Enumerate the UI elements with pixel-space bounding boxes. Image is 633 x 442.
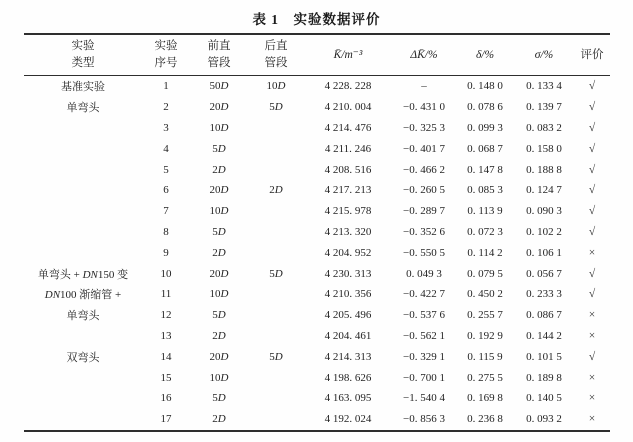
cell-exp-no: 15 <box>160 371 172 384</box>
cell-exp-type <box>24 201 142 222</box>
cell-exp-no: 12 <box>160 309 172 322</box>
cell-sigma: 0. 233 3 <box>526 288 562 301</box>
cell-front-pipe: 5D <box>212 392 226 405</box>
cell-exp-type: 单弯头 <box>66 102 100 115</box>
cell-exp-no: 5 <box>163 163 169 176</box>
cell-sigma: 0. 124 7 <box>526 184 562 197</box>
cell-evaluation: √ <box>588 205 596 218</box>
cell-front-pipe: 5D <box>212 142 226 155</box>
cell-front-pipe: 2D <box>212 413 226 426</box>
cell-delta: 0. 068 7 <box>467 142 503 155</box>
cell-kbar: 4 213. 320 <box>324 225 372 238</box>
cell-sigma: 0. 106 1 <box>526 246 562 259</box>
cell-rear-pipe <box>248 305 304 326</box>
cell-exp-type: DN100 渐缩管 + <box>44 289 122 302</box>
cell-rear-pipe <box>248 388 304 409</box>
cell-evaluation: × <box>588 246 596 259</box>
cell-exp-type <box>24 242 142 263</box>
cell-sigma: 0. 090 3 <box>526 205 562 218</box>
table-row <box>24 180 610 201</box>
cell-kbar: 4 215. 978 <box>324 205 372 218</box>
cell-exp-no: 3 <box>163 121 169 134</box>
cell-delta-kbar: −0. 325 3 <box>403 121 445 134</box>
cell-exp-no: 10 <box>160 267 172 280</box>
col-header-delta-kbar <box>392 34 456 76</box>
cell-evaluation: √ <box>588 184 596 197</box>
cell-delta: 0. 147 8 <box>467 163 503 176</box>
col-header-exp-no <box>142 34 190 76</box>
cell-sigma: 0. 139 7 <box>526 101 562 114</box>
table-body <box>24 76 610 431</box>
cell-evaluation: √ <box>588 225 596 238</box>
header-row <box>24 34 610 76</box>
cell-delta-kbar: −0. 431 0 <box>403 101 445 114</box>
col-header-evaluation <box>574 34 610 76</box>
cell-kbar: 4 198. 626 <box>324 371 372 384</box>
cell-front-pipe: 10D <box>209 371 229 384</box>
cell-rear-pipe <box>248 326 304 347</box>
cell-delta-kbar: −0. 562 1 <box>403 329 445 342</box>
cell-evaluation: × <box>588 371 596 384</box>
cell-evaluation: √ <box>588 163 596 176</box>
table-row <box>24 201 610 222</box>
table-row <box>24 242 610 263</box>
cell-evaluation: × <box>588 392 596 405</box>
cell-delta-kbar: 0. 049 3 <box>406 267 442 280</box>
table-row <box>24 159 610 180</box>
table-row <box>24 138 610 159</box>
cell-delta-kbar: −0. 700 1 <box>403 371 445 384</box>
header-line: ΔK̄/% <box>410 48 438 61</box>
table-caption <box>0 8 633 28</box>
cell-exp-no: 7 <box>163 205 169 218</box>
cell-sigma: 0. 144 2 <box>526 329 562 342</box>
cell-exp-no: 11 <box>160 288 172 301</box>
cell-delta-kbar: −0. 550 5 <box>403 246 445 259</box>
header-line: 实验 <box>154 40 178 52</box>
cell-delta-kbar: −0. 329 1 <box>403 350 445 363</box>
table-header <box>24 34 610 76</box>
cell-kbar: 4 211. 246 <box>324 142 372 155</box>
cell-evaluation: × <box>588 413 596 426</box>
cell-delta-kbar: – <box>421 80 427 93</box>
cell-sigma: 0. 056 7 <box>526 267 562 280</box>
cell-kbar: 4 214. 476 <box>324 121 372 134</box>
cell-rear-pipe <box>248 222 304 243</box>
cell-delta-kbar: −0. 352 6 <box>403 225 445 238</box>
header-line: 序号 <box>154 57 178 69</box>
cell-rear-pipe <box>248 201 304 222</box>
cell-evaluation: √ <box>588 142 596 155</box>
cell-exp-no: 16 <box>160 392 172 405</box>
cell-exp-type <box>24 138 142 159</box>
cell-front-pipe: 50D <box>209 80 229 93</box>
table-row <box>24 388 610 409</box>
cell-kbar: 4 205. 496 <box>324 309 372 322</box>
cell-exp-no: 1 <box>163 80 169 93</box>
cell-exp-type: 单弯头 + DN150 变 <box>37 268 129 281</box>
table-row <box>24 222 610 243</box>
cell-front-pipe: 20D <box>209 184 229 197</box>
cell-sigma: 0. 083 2 <box>526 121 562 134</box>
cell-exp-type <box>24 367 142 388</box>
cell-delta: 0. 078 6 <box>467 101 503 114</box>
cell-evaluation: × <box>588 329 596 342</box>
table-row <box>24 97 610 118</box>
cell-front-pipe: 2D <box>212 163 226 176</box>
header-line: 管段 <box>207 57 231 69</box>
cell-front-pipe: 20D <box>209 350 229 363</box>
cell-rear-pipe <box>248 138 304 159</box>
cell-delta: 0. 072 3 <box>467 225 503 238</box>
table-row <box>24 346 610 367</box>
cell-rear-pipe <box>248 409 304 431</box>
cell-exp-type <box>24 326 142 347</box>
cell-evaluation: √ <box>588 288 596 301</box>
cell-rear-pipe <box>248 284 304 305</box>
cell-sigma: 0. 158 0 <box>526 142 562 155</box>
cell-sigma: 0. 133 4 <box>526 80 562 93</box>
cell-kbar: 4 214. 313 <box>324 350 372 363</box>
cell-exp-type: 单弯头 <box>66 310 100 323</box>
table-row <box>24 409 610 431</box>
header-line: 后直 <box>264 40 288 52</box>
cell-delta: 0. 099 3 <box>467 121 503 134</box>
header-line: 管段 <box>264 57 288 69</box>
col-header-kbar <box>304 34 392 76</box>
cell-sigma: 0. 086 7 <box>526 309 562 322</box>
cell-sigma: 0. 093 2 <box>526 413 562 426</box>
cell-kbar: 4 204. 461 <box>324 329 372 342</box>
header-line: 前直 <box>207 40 231 52</box>
cell-exp-no: 4 <box>163 142 169 155</box>
cell-delta: 0. 192 9 <box>467 329 503 342</box>
cell-kbar: 4 210. 356 <box>324 288 372 301</box>
cell-delta-kbar: −0. 289 7 <box>403 205 445 218</box>
cell-rear-pipe <box>248 242 304 263</box>
cell-exp-no: 14 <box>160 350 172 363</box>
cell-front-pipe: 20D <box>209 101 229 114</box>
table-caption-text: 表 1 实验数据评价 <box>252 12 381 27</box>
cell-delta-kbar: −0. 856 3 <box>403 413 445 426</box>
cell-evaluation: √ <box>588 121 596 134</box>
cell-sigma: 0. 140 5 <box>526 392 562 405</box>
cell-kbar: 4 230. 313 <box>324 267 372 280</box>
col-header-exp-type <box>24 34 142 76</box>
header-line: 实验 <box>71 40 95 52</box>
cell-delta-kbar: −0. 422 7 <box>403 288 445 301</box>
table-row <box>24 118 610 139</box>
cell-delta-kbar: −0. 466 2 <box>403 163 445 176</box>
table-row <box>24 367 610 388</box>
cell-delta-kbar: −0. 260 5 <box>403 184 445 197</box>
cell-front-pipe: 2D <box>212 246 226 259</box>
cell-kbar: 4 228. 228 <box>324 80 372 93</box>
cell-sigma: 0. 188 8 <box>526 163 562 176</box>
cell-sigma: 0. 101 5 <box>526 350 562 363</box>
header-line: δ/% <box>475 48 495 61</box>
col-header-sigma <box>514 34 574 76</box>
cell-delta: 0. 079 5 <box>467 267 503 280</box>
cell-front-pipe: 20D <box>209 267 229 280</box>
table-row <box>24 284 610 305</box>
cell-kbar: 4 210. 004 <box>324 101 372 114</box>
cell-kbar: 4 217. 213 <box>324 184 372 197</box>
col-header-rear-pipe <box>248 34 304 76</box>
table-row <box>24 305 610 326</box>
cell-front-pipe: 10D <box>209 288 229 301</box>
cell-rear-pipe <box>248 118 304 139</box>
header-line: K̄/m⁻³ <box>333 48 363 61</box>
cell-evaluation: √ <box>588 350 596 363</box>
cell-rear-pipe: 5D <box>269 350 283 363</box>
cell-evaluation: √ <box>588 101 596 114</box>
cell-delta: 0. 113 9 <box>467 205 503 218</box>
cell-rear-pipe: 10D <box>266 80 286 93</box>
cell-exp-no: 2 <box>163 101 169 114</box>
cell-delta: 0. 148 0 <box>467 80 503 93</box>
cell-kbar: 4 163. 095 <box>324 392 372 405</box>
cell-delta: 0. 255 7 <box>467 309 503 322</box>
cell-delta: 0. 450 2 <box>467 288 503 301</box>
cell-exp-no: 9 <box>163 246 169 259</box>
cell-front-pipe: 5D <box>212 309 226 322</box>
cell-rear-pipe: 2D <box>269 184 283 197</box>
cell-rear-pipe: 5D <box>269 101 283 114</box>
cell-delta-kbar: −0. 401 7 <box>403 142 445 155</box>
table-row <box>24 76 610 97</box>
cell-evaluation: × <box>588 309 596 322</box>
header-line: 类型 <box>71 57 95 69</box>
cell-exp-type: 基准实验 <box>61 81 105 94</box>
cell-sigma: 0. 102 2 <box>526 225 562 238</box>
cell-delta-kbar: −0. 537 6 <box>403 309 445 322</box>
cell-evaluation: √ <box>588 80 596 93</box>
cell-exp-type <box>24 159 142 180</box>
experiment-data-table <box>24 33 610 432</box>
cell-front-pipe: 5D <box>212 225 226 238</box>
cell-exp-no: 8 <box>163 225 169 238</box>
cell-front-pipe: 10D <box>209 205 229 218</box>
cell-front-pipe: 10D <box>209 121 229 134</box>
header-line: 评价 <box>580 48 604 61</box>
col-header-delta <box>456 34 514 76</box>
cell-exp-type <box>24 222 142 243</box>
cell-rear-pipe <box>248 159 304 180</box>
cell-delta: 0. 236 8 <box>467 413 503 426</box>
cell-exp-type <box>24 409 142 431</box>
cell-exp-type <box>24 118 142 139</box>
table-row <box>24 263 610 284</box>
cell-exp-type <box>24 180 142 201</box>
cell-exp-no: 17 <box>160 413 172 426</box>
cell-kbar: 4 208. 516 <box>324 163 372 176</box>
table-row <box>24 326 610 347</box>
cell-evaluation: √ <box>588 267 596 280</box>
cell-kbar: 4 204. 952 <box>324 246 372 259</box>
cell-delta: 0. 114 2 <box>467 246 503 259</box>
cell-rear-pipe: 5D <box>269 267 283 280</box>
cell-front-pipe: 2D <box>212 329 226 342</box>
header-line: σ/% <box>534 48 554 61</box>
cell-kbar: 4 192. 024 <box>324 413 372 426</box>
col-header-front-pipe <box>190 34 248 76</box>
cell-exp-no: 13 <box>160 329 172 342</box>
cell-delta: 0. 169 8 <box>467 392 503 405</box>
cell-exp-no: 6 <box>163 184 169 197</box>
cell-delta: 0. 115 9 <box>467 350 503 363</box>
cell-delta: 0. 085 3 <box>467 184 503 197</box>
cell-delta: 0. 275 5 <box>467 371 503 384</box>
cell-rear-pipe <box>248 367 304 388</box>
cell-exp-type: 双弯头 <box>66 351 100 364</box>
cell-delta-kbar: −1. 540 4 <box>403 392 445 405</box>
cell-sigma: 0. 189 8 <box>526 371 562 384</box>
cell-exp-type <box>24 388 142 409</box>
